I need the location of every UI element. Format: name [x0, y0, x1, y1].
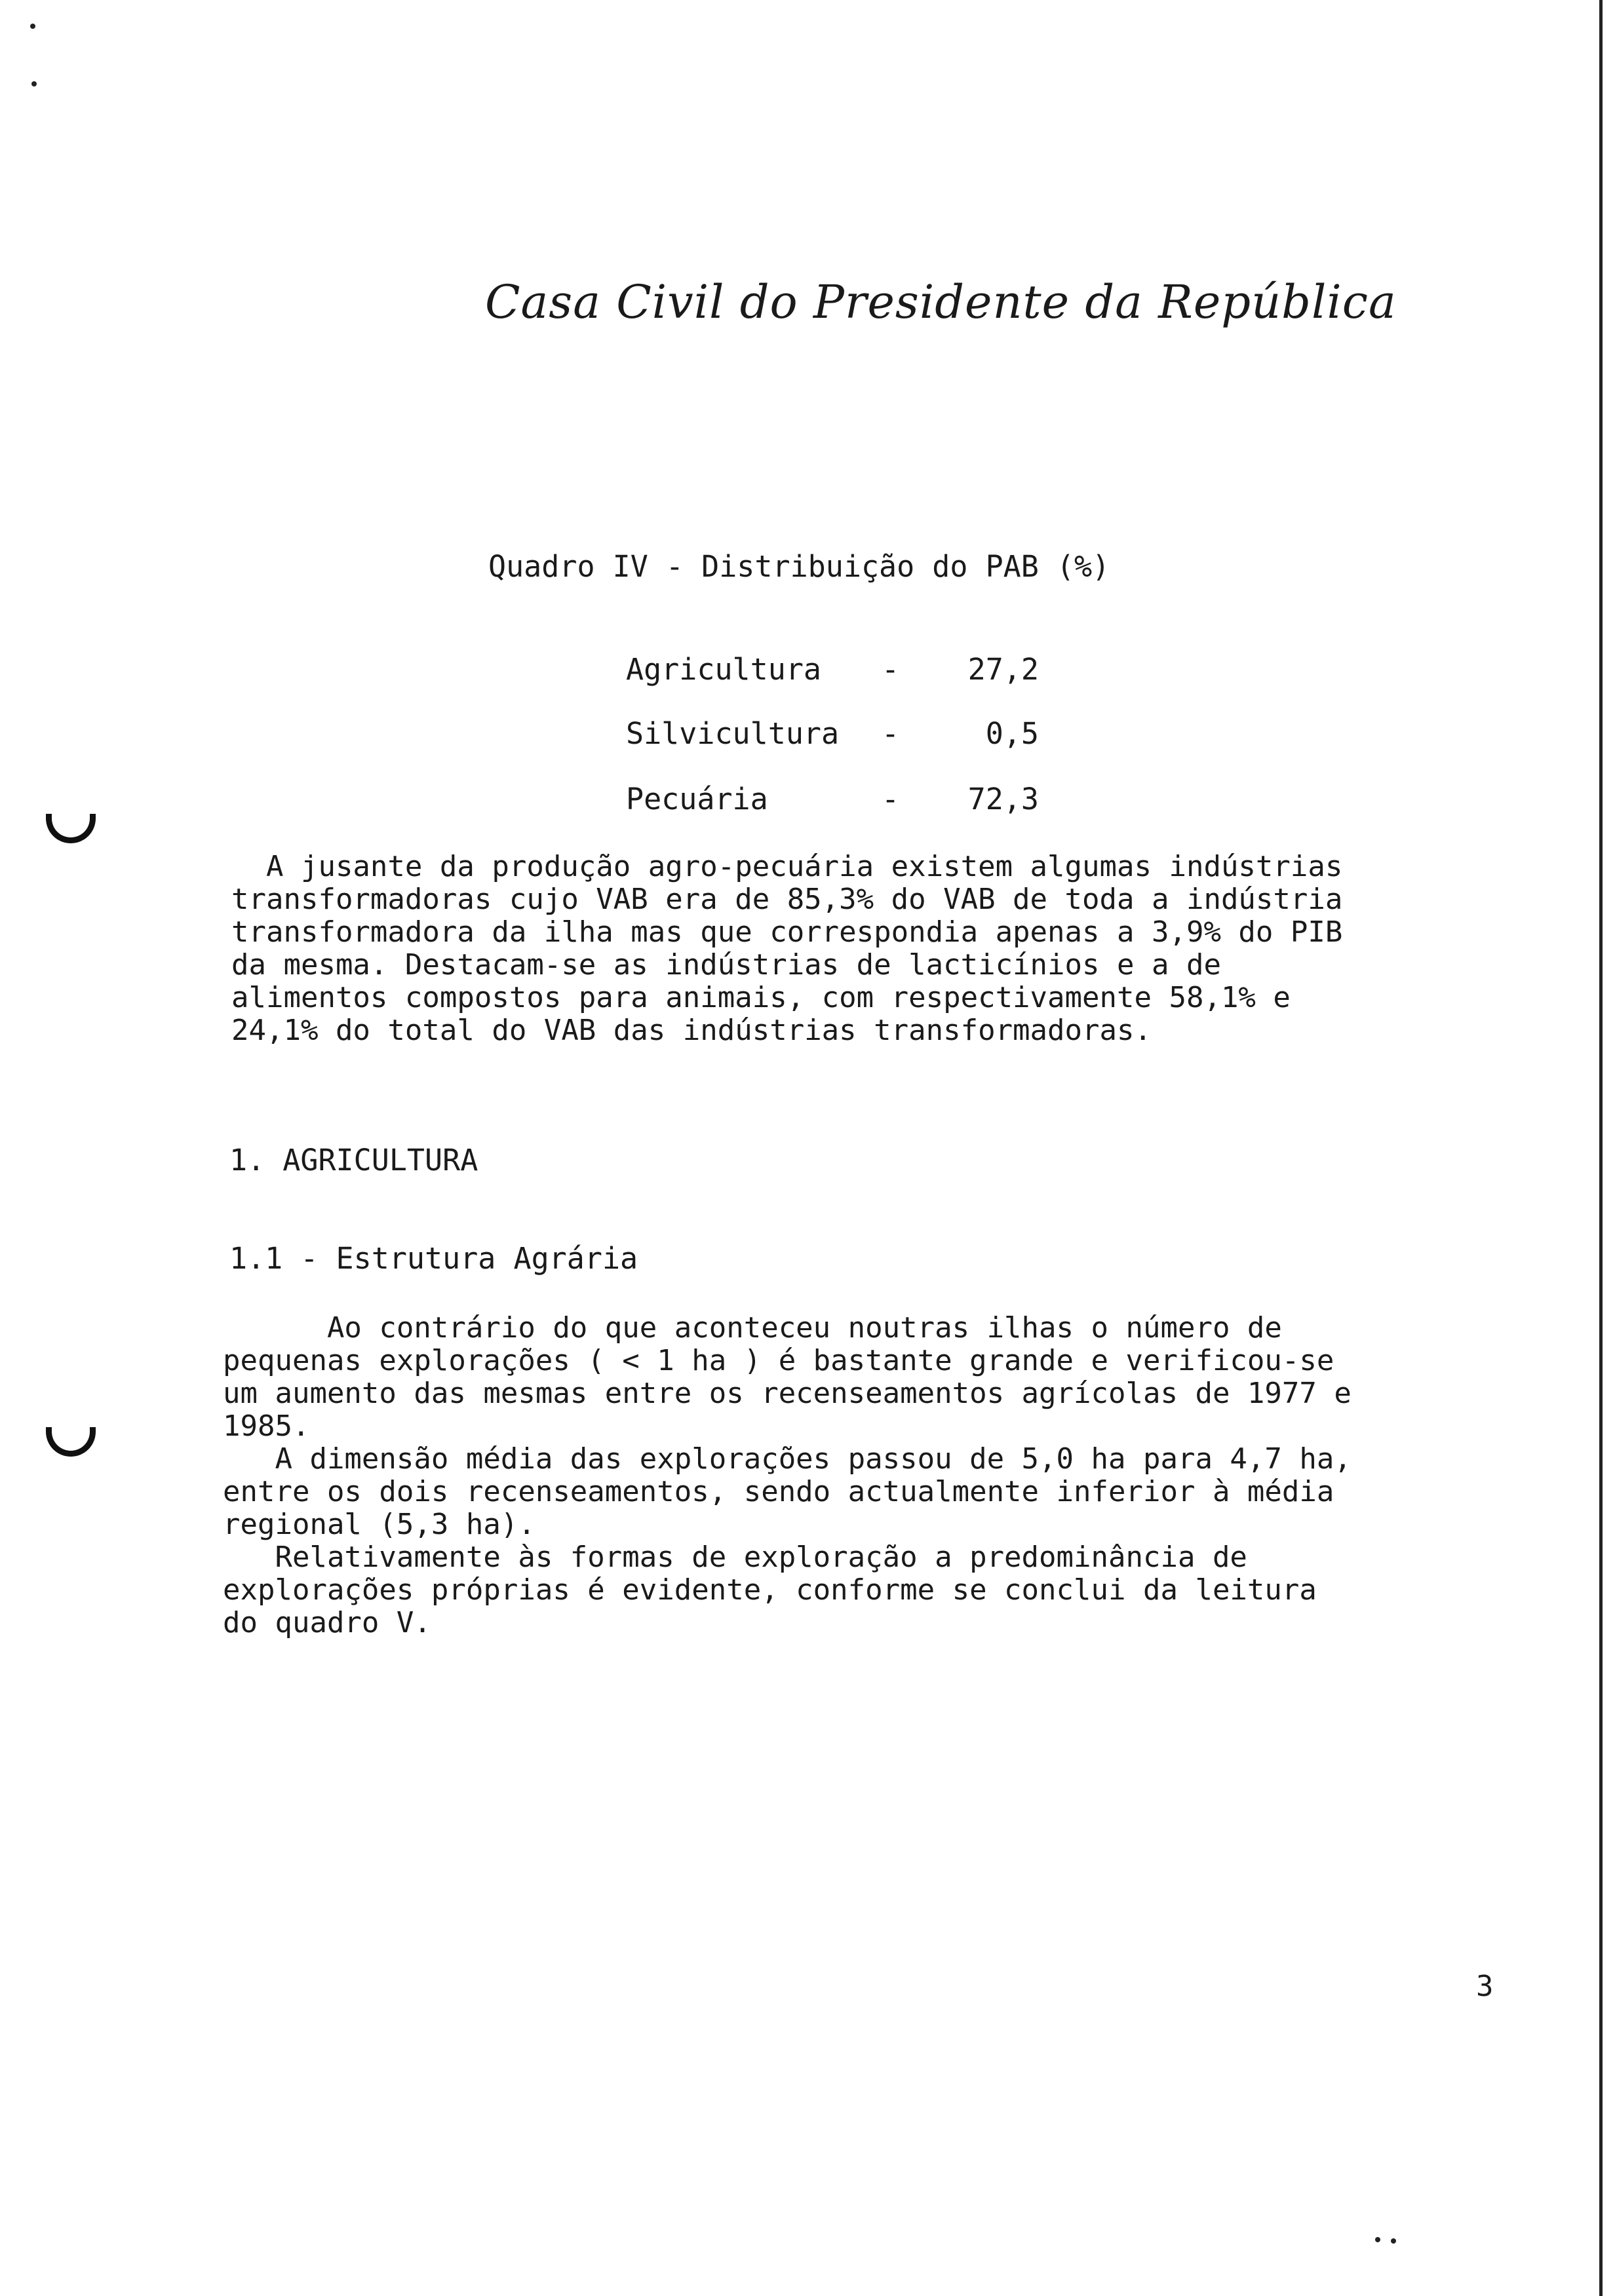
row-label: Silvicultura — [626, 716, 840, 751]
row-dash: - — [882, 782, 900, 816]
table-row — [626, 652, 1039, 687]
row-dash: - — [882, 716, 900, 751]
table-row — [626, 716, 1039, 751]
text-line: pequenas explorações ( < 1 ha ) é bastante grande e verificou-se — [223, 1344, 1334, 1377]
text-line: Relativamente às formas de exploração a predominância de — [223, 1540, 1247, 1574]
row-dash: - — [882, 652, 900, 687]
text-line: 24,1% do total do VAB das indústrias transformadoras. — [231, 1014, 1152, 1047]
row-value: 27,2 — [967, 652, 1039, 687]
row-value: 0,5 — [985, 716, 1039, 751]
text-line: 1985. — [223, 1409, 310, 1443]
hole-punch-mark — [46, 1427, 96, 1457]
paragraph-estrutura — [223, 1312, 1352, 1639]
text-line: Ao contrário do que aconteceu noutras ilhas o número de — [223, 1311, 1282, 1345]
row-value: 72,3 — [967, 782, 1039, 816]
scan-dot — [1391, 2238, 1396, 2244]
text-line: transformadoras cujo VAB era de 85,3% do VAB de toda a indústria — [231, 883, 1343, 916]
text-line: da mesma. Destacam-se as indústrias de lacticínios e a de — [231, 948, 1221, 982]
scan-dot — [30, 24, 35, 29]
scan-dot — [31, 81, 37, 86]
row-label: Pecuária — [626, 782, 768, 816]
text-line: A jusante da produção agro-pecuária existem algumas indústrias — [231, 850, 1343, 883]
text-line: regional (5,3 ha). — [223, 1508, 535, 1541]
table-title: Quadro IV - Distribuição do PAB (%) — [488, 549, 1110, 584]
text-line: A dimensão média das explorações passou de 5,0 ha para 4,7 ha, — [223, 1442, 1352, 1476]
page-number: 3 — [1476, 1970, 1494, 2003]
text-line: entre os dois recenseamentos, sendo actualmente inferior à média — [223, 1475, 1334, 1508]
text-line: do quadro V. — [223, 1606, 431, 1639]
section-heading: 1. AGRICULTURA — [229, 1143, 478, 1177]
text-line: um aumento das mesmas entre os recenseamentos agrícolas de 1977 e — [223, 1377, 1352, 1410]
hole-punch-mark — [46, 814, 96, 843]
scan-dot — [1375, 2237, 1380, 2242]
letterhead: Casa Civil do Presidente da República — [485, 275, 1397, 329]
paragraph-intro — [231, 851, 1342, 1047]
scan-edge-line — [1599, 0, 1603, 2296]
section-subheading: 1.1 - Estrutura Agrária — [229, 1241, 638, 1276]
row-label: Agricultura — [626, 652, 822, 687]
text-line: alimentos compostos para animais, com respectivamente 58,1% e — [231, 981, 1291, 1014]
table-row — [626, 782, 1039, 816]
text-line: explorações próprias é evidente, conforme se conclui da leitura — [223, 1573, 1317, 1607]
text-line: transformadora da ilha mas que correspondia apenas a 3,9% do PIB — [231, 915, 1343, 949]
